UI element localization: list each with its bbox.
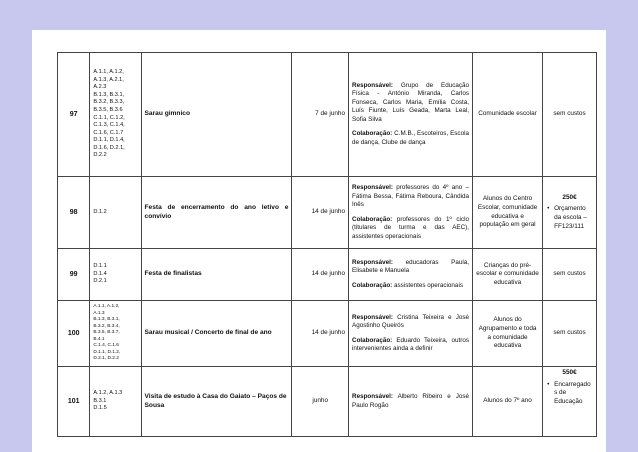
activity-name: Sarau gimnico — [141, 53, 292, 177]
activity-cost: sem custos — [543, 301, 597, 367]
objective-codes: A.1.1, A.1.2, A.1.3 B.1.3, B.3.1, B.3.2, B.3.4, B.3.5, B.3.7, B.4.1 C.1.4, C.1.6 D.1.1, D.1.2, D.2.1, D.2.2 — [90, 301, 141, 367]
funding-source: • Encarregados de Educação — [554, 381, 593, 407]
activity-cost: sem custos — [543, 53, 597, 177]
activity-name: Festa de finalistas — [141, 249, 292, 301]
responsible-cell: Responsável: Grupo de Educação Física - António Miranda, Carlos Fonseca, Carlos Maria, Emília Costa, Luís Fiunte, Luís Geada, Marta Leal, Sofia Silva Colaboração: C.M.B., Escoteiros, Escola de dança, Clube de dança — [349, 53, 473, 177]
target-public: Comunidade escolar — [473, 53, 543, 177]
activity-number: 97 — [58, 53, 90, 177]
activity-cost — [543, 177, 597, 249]
objective-codes: A.1.2, A.1.3 B.3.1 D.1.5 — [90, 367, 141, 437]
funding-source: • Orçamento da escola – FF123/111 — [554, 205, 593, 231]
activity-number: 99 — [58, 249, 90, 301]
responsible-cell: Responsável: professores do 4º ano – Fátima Bessa, Fátima Reboura, Cândida Inês Colaboração: professores do 1º ciclo (titulares de turma e das AEC), assistentes operacionais — [349, 177, 473, 249]
activity-number: 101 — [58, 367, 90, 437]
responsible-cell: Responsável: educadoras Paula, Elisabete e Manuela Colaboração: assistentes operacionais — [349, 249, 473, 301]
activity-number: 100 — [58, 301, 90, 367]
table-row — [58, 249, 597, 301]
activity-cost — [543, 367, 597, 437]
activity-number: 98 — [58, 177, 90, 249]
objective-codes: A.1.1, A.1.2, A.1.3, A.2.1, A.2.3 B.1.3, B.3.1, B.3.2, B.3.3, B.3.5, B.3.6 C.1.1, C.1.2, C.1.3, C.1.4, C.1.6, C.1.7 D.1.1, D.1.4, D.1.6, D.2.1, D.2.2 — [90, 53, 141, 177]
objective-codes: D.1.1 D.1.4 D.2.1 — [90, 249, 141, 301]
document-page — [32, 30, 606, 452]
activity-date: 14 de junho — [292, 177, 349, 249]
responsible-cell: Responsável: Alberto Ribeiro e José Paulo Rogão — [349, 367, 473, 437]
activity-date: 14 de junho — [292, 249, 349, 301]
activity-name: Sarau musical / Concerto de final de ano — [141, 301, 292, 367]
cost-amount: 250€ — [562, 193, 577, 201]
activity-date: 7 de junho — [292, 53, 349, 177]
activity-date: junho — [292, 367, 349, 437]
table-row — [58, 177, 597, 249]
table-row — [58, 367, 597, 437]
cost-amount: 550€ — [562, 369, 577, 376]
table-row — [58, 301, 597, 367]
activity-cost: sem custos — [543, 249, 597, 301]
target-public: Crianças do pré-escolar e comunidade educativa — [473, 249, 543, 301]
activity-plan-table — [57, 52, 597, 437]
activity-name: Visita de estudo à Casa do Gaiato – Paços de Sousa — [141, 367, 292, 437]
activity-name: Festa de encerramento do ano letivo e convívio — [141, 177, 292, 249]
activity-date: 14 de junho — [292, 301, 349, 367]
target-public: Alunos do 7º ano — [473, 367, 543, 437]
responsible-cell: Responsável: Cristina Teixeira e José Agostinho Queirós Colaboração: Eduardo Teixeira, outros intervenientes ainda a definir — [349, 301, 473, 367]
table-row — [58, 53, 597, 177]
target-public: Alunos do Centro Escolar, comunidade educativa e população em geral — [473, 177, 543, 249]
objective-codes: D.1.2 — [90, 177, 141, 249]
target-public: Alunos do Agrupamento e toda a comunidade educativa — [473, 301, 543, 367]
